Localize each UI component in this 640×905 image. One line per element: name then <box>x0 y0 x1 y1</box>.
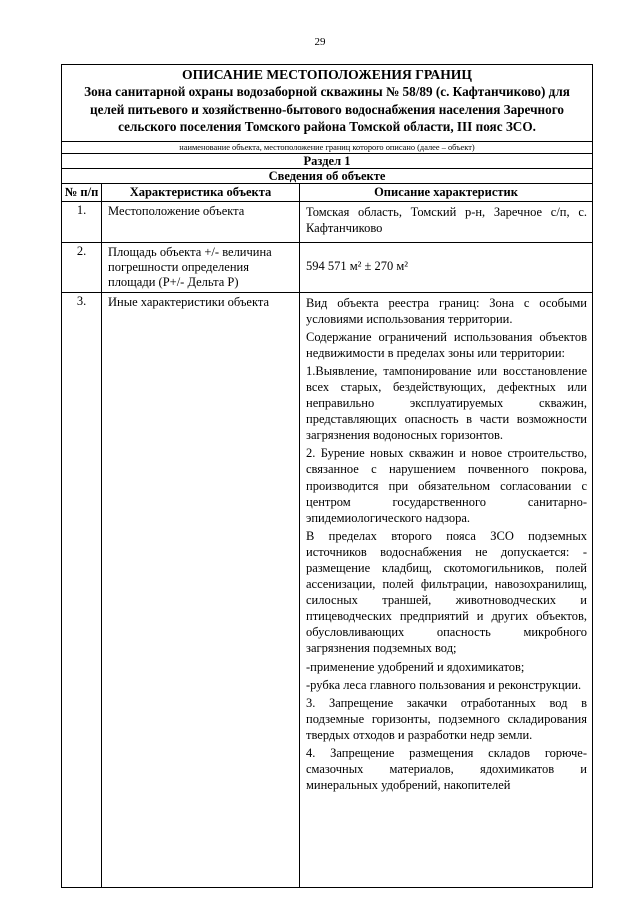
table-row <box>62 292 593 887</box>
object-name: Зона санитарной охраны водозаборной скважины № 58/89 (с. Кафтанчиково) для целей питьевого и хозяйственно-бытового водоснабжения населения Заречного сельского поселения Томского района Томской области, III пояс ЗСО. <box>84 84 570 134</box>
paragraph: В пределах второго пояса ЗСО подземных источников водоснабжения не допускается: - размещение кладбищ, скотомогильников, полей ассенизации, полей фильтрации, навозохранилищ, силосных траншей, животноводческих и птицеводческих предприятий и других объектов, обусловливающих опасность микробного загрязнения подземных вод; <box>306 528 587 656</box>
row-num: 2. <box>62 242 102 292</box>
page-number: 29 <box>314 36 326 48</box>
paragraph: Вид объекта реестра границ: Зона с особыми условиями использования территории. <box>306 295 587 326</box>
header-characteristic: Характеристика объекта <box>102 183 300 201</box>
row-num: 3. <box>62 292 102 887</box>
section-subtitle: Сведения об объекте <box>62 168 593 183</box>
title-block <box>62 65 593 142</box>
section-title: Раздел 1 <box>62 153 593 168</box>
row-description <box>300 292 593 887</box>
row-characteristic: Площадь объекта +/- величина погрешности определения площади (P+/- Дельта P) <box>102 242 300 292</box>
header-num: № п/п <box>62 183 102 201</box>
paragraph: -рубка леса главного пользования и реконструкции. <box>306 677 582 692</box>
caption-row <box>62 141 593 153</box>
table-row <box>62 201 593 242</box>
row-characteristic: Иные характеристики объекта <box>102 292 300 887</box>
header-description: Описание характеристик <box>300 183 593 201</box>
row-description: Томская область, Томский р-н, Заречное с/п, с. Кафтанчиково <box>300 201 593 242</box>
paragraph: 1.Выявление, тампонирование или восстановление всех старых, бездействующих, дефектных или неправильно эксплуатируемых скважин, представляющих опасность в части возможности загрязнения водоносных горизонтов. <box>306 363 587 443</box>
row-description <box>300 242 593 292</box>
document-title: ОПИСАНИЕ МЕСТОПОЛОЖЕНИЯ ГРАНИЦ <box>182 67 472 82</box>
object-caption: наименование объекта, местоположение границ которого описано (далее – объект) <box>62 141 593 153</box>
row-num: 1. <box>62 201 102 242</box>
section-subtitle-row <box>62 168 593 183</box>
paragraph: 2. Бурение новых скважин и новое строительство, связанное с нарушением почвенного покрова, производится при обязательном согласовании с центром государственного санитарно-эпидемиологического надзора. <box>306 446 587 525</box>
section-row <box>62 153 593 168</box>
area-value: 594 571 м² ± 270 м² <box>306 258 409 273</box>
table-row <box>62 242 593 292</box>
paragraph: 3. Запрещение закачки отработанных вод в подземные горизонты, подземного складирования твердых отходов и разработки недр земли. <box>306 695 587 742</box>
object-description-table <box>61 64 593 888</box>
paragraph: -применение удобрений и ядохимикатов; <box>306 659 525 674</box>
table-header-row <box>62 183 593 201</box>
title-row <box>62 65 593 142</box>
paragraph: 4. Запрещение размещения складов горюче-смазочных материалов, ядохимикатов и минеральных удобрений, накопителей <box>306 746 587 793</box>
paragraph: Содержание ограничений использования объектов недвижимости в пределах зоны или территории: <box>306 329 587 360</box>
row-characteristic: Местоположение объекта <box>102 201 300 242</box>
